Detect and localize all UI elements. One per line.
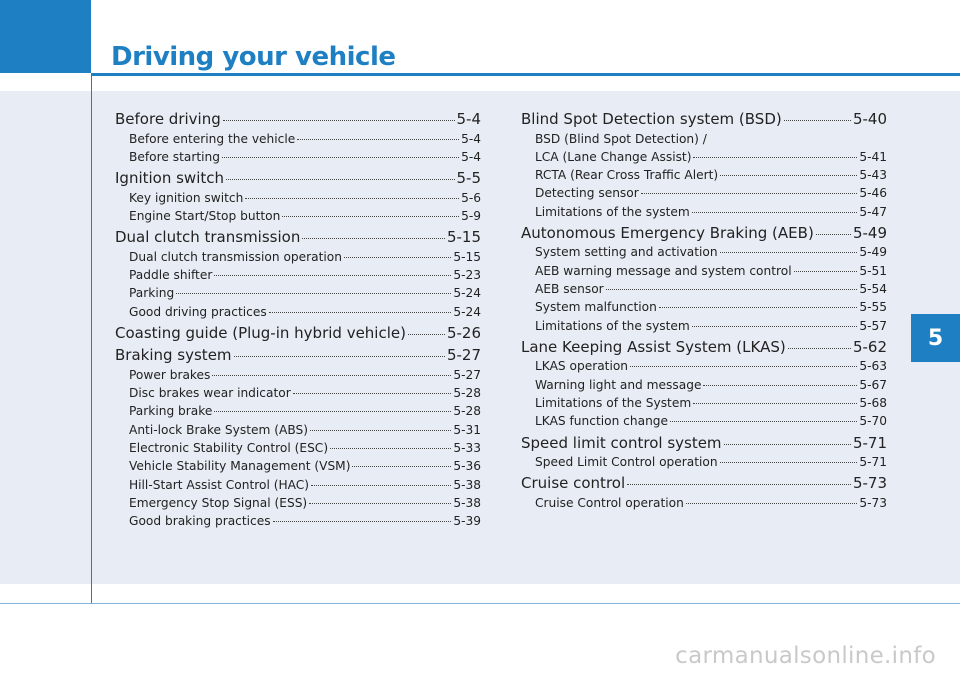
toc-section [115, 323, 481, 344]
toc-subsection-entry[interactable] [115, 284, 481, 302]
toc-entry-label: Lane Keeping Assist System (LKAS) [521, 337, 786, 356]
toc-page-number: 5-40 [852, 110, 887, 128]
toc-subsection-entry[interactable] [115, 476, 481, 494]
toc-subsection-entry[interactable] [521, 243, 887, 261]
toc-entry-label: Ignition switch [115, 169, 225, 188]
dot-leader [686, 503, 858, 504]
toc-page-number: 5-23 [453, 267, 481, 282]
toc-entry-label: Key ignition switch [129, 190, 244, 205]
toc-page-number: 5-43 [859, 168, 887, 183]
toc-subsection-entry[interactable] [521, 317, 887, 335]
toc-page-number: 5-54 [859, 282, 887, 297]
toc-entry-label: Detecting sensor [535, 186, 639, 201]
toc-entry-label: LCA (Lane Change Assist) [535, 149, 692, 164]
toc-entry-label: Parking [129, 286, 175, 301]
toc-subsection-entry[interactable] [521, 412, 887, 430]
toc-entry-label: Cruise Control operation [535, 495, 684, 510]
corner-block [0, 0, 91, 73]
toc-page-number: 5-27 [446, 346, 481, 365]
toc-page-number: 5-55 [859, 300, 887, 315]
dot-leader [784, 120, 851, 121]
toc-section [115, 345, 481, 530]
toc-entry-label: Emergency Stop Signal (ESS) [129, 495, 308, 510]
toc-entry-label: Before starting [129, 149, 220, 164]
toc-subsection-entry[interactable] [521, 262, 887, 280]
toc-section [115, 227, 481, 321]
dot-leader [293, 393, 452, 394]
toc-page-number: 5-71 [859, 455, 887, 470]
dot-leader [606, 289, 858, 290]
toc-page-number: 5-49 [852, 223, 887, 242]
toc-section-entry[interactable] [115, 227, 481, 248]
dot-leader [310, 430, 451, 431]
toc-entry-label: Warning light and message [535, 377, 702, 392]
dot-leader [788, 348, 851, 349]
toc-entry-label: Electronic Stability Control (ESC) [129, 441, 329, 456]
dot-leader [659, 307, 857, 308]
dot-leader [330, 448, 451, 449]
dot-leader [692, 326, 858, 327]
dot-leader [720, 252, 858, 253]
toc-page-number: 5-47 [859, 204, 887, 219]
toc-subsection-entry[interactable] [521, 494, 887, 512]
dot-leader [816, 234, 851, 235]
footer-divider [0, 603, 960, 604]
dot-leader [670, 421, 857, 422]
toc-entry-label: Coasting guide (Plug-in hybrid vehicle) [115, 323, 406, 342]
toc-entry-label: Parking brake [129, 404, 213, 419]
toc-subsection-entry[interactable] [115, 421, 481, 439]
toc-page-number: 5-70 [859, 414, 887, 429]
toc-entry-label: Good driving practices [129, 304, 267, 319]
toc-entry-label: System malfunction [535, 300, 657, 315]
toc-entry-label: AEB warning message and system control [535, 263, 792, 278]
toc-section-entry[interactable] [521, 109, 887, 130]
dot-leader [693, 403, 857, 404]
dot-leader [222, 157, 459, 158]
toc-subsection-entry[interactable] [115, 189, 481, 207]
toc-page-number: 5-67 [859, 377, 887, 392]
toc-subsection-entry[interactable] [115, 248, 481, 266]
dot-leader [724, 444, 851, 445]
toc-page-number: 5-39 [453, 514, 481, 529]
toc-entry-label: Before driving [115, 110, 221, 128]
dot-leader [344, 257, 451, 258]
toc-entry-label: Cruise control [521, 474, 626, 493]
toc-subsection-entry[interactable] [521, 166, 887, 184]
toc-section [521, 433, 887, 472]
toc-section-entry[interactable] [521, 433, 887, 454]
toc-entry-label: Limitations of the system [535, 318, 690, 333]
toc-section-entry[interactable] [115, 323, 481, 344]
toc-subsection-entry[interactable] [521, 357, 887, 375]
dot-leader [245, 198, 459, 199]
toc-page-number: 5-38 [453, 477, 481, 492]
toc-subsection-entry[interactable] [115, 402, 481, 420]
dot-leader [223, 120, 455, 121]
watermark: carmanualsonline.info [675, 643, 936, 669]
toc-entry-label: Engine Start/Stop button [129, 208, 281, 223]
toc-page-number: 5-73 [859, 495, 887, 510]
toc-entry-label: Paddle shifter [129, 267, 213, 282]
toc-subsection-entry[interactable] [115, 494, 481, 512]
toc-section [521, 337, 887, 431]
toc-entry-label: Speed Limit Control operation [535, 455, 718, 470]
dot-leader [214, 411, 451, 412]
toc-entry-label: Limitations of the system [535, 204, 690, 219]
dot-leader [352, 466, 451, 467]
toc-subsection-entry[interactable] [521, 376, 887, 394]
toc-subsection-entry[interactable] [521, 280, 887, 298]
dot-leader [297, 139, 459, 140]
dot-leader [630, 366, 857, 367]
toc-subsection-entry[interactable] [115, 457, 481, 475]
toc-column-left [115, 109, 481, 531]
toc-entry-label: Disc brakes wear indicator [129, 386, 291, 401]
toc-page-number: 5-33 [453, 441, 481, 456]
dot-leader [309, 503, 451, 504]
dot-leader [311, 485, 451, 486]
dot-leader [720, 462, 858, 463]
toc-page-number: 5-15 [446, 228, 481, 247]
toc-entry-label: Dual clutch transmission [115, 228, 301, 247]
toc-column-right [521, 109, 887, 512]
toc-page-number: 5-6 [461, 190, 481, 205]
toc-page-number: 5-68 [859, 396, 887, 411]
toc-page-number: 5-49 [859, 245, 887, 260]
toc-section-entry[interactable] [521, 223, 887, 244]
toc-section-entry[interactable] [521, 473, 887, 494]
dot-leader [269, 312, 452, 313]
toc-entry-label: LKAS operation [535, 359, 629, 374]
toc-subsection-entry[interactable] [115, 384, 481, 402]
toc-page-number: 5-24 [453, 304, 481, 319]
toc-page-number: 5-4 [456, 110, 481, 128]
toc-section-entry[interactable] [521, 337, 887, 358]
toc-subsection-entry[interactable] [115, 303, 481, 321]
page-title: Driving your vehicle [111, 42, 396, 72]
dot-leader [641, 193, 858, 194]
toc-subsection-entry[interactable] [521, 184, 887, 202]
toc-subsection-entry[interactable] [115, 512, 481, 530]
toc-page-number: 5-62 [852, 337, 887, 356]
toc-entry-label: Hill-Start Assist Control (HAC) [129, 477, 310, 492]
toc-page-number: 5-41 [859, 149, 887, 164]
dot-leader [282, 216, 459, 217]
dot-leader [214, 275, 451, 276]
toc-entry-label: Before entering the vehicle [129, 131, 296, 146]
toc-page-number: 5-28 [453, 404, 481, 419]
toc-subsection-line[interactable]: BSD (Blind Spot Detection) / [535, 131, 707, 146]
dot-leader [627, 484, 851, 485]
dot-leader [692, 212, 858, 213]
toc-section [521, 109, 887, 221]
toc-entry-label: Vehicle Stability Management (VSM) [129, 459, 351, 474]
toc-page-number: 5-63 [859, 359, 887, 374]
toc-subsection-entry[interactable] [521, 203, 887, 221]
toc-entry-label: AEB sensor [535, 282, 604, 297]
toc-page-number: 5-57 [859, 318, 887, 333]
toc-entry-label: System setting and activation [535, 245, 718, 260]
toc-page-number: 5-46 [859, 186, 887, 201]
toc-page-number: 5-31 [453, 422, 481, 437]
toc-entry-label: Limitations of the System [535, 396, 692, 411]
toc-page-number: 5-24 [453, 286, 481, 301]
dot-leader [176, 293, 451, 294]
toc-entry-label: Autonomous Emergency Braking (AEB) [521, 223, 814, 242]
toc-page-number: 5-4 [461, 149, 481, 164]
toc-entry-label: RCTA (Rear Cross Traffic Alert) [535, 168, 719, 183]
toc-subsection-entry[interactable] [115, 148, 481, 166]
chapter-tab[interactable]: 5 [911, 314, 960, 362]
left-margin-rule [91, 76, 92, 604]
toc-subsection-entry[interactable] [115, 439, 481, 457]
toc-page-number: 5-38 [453, 495, 481, 510]
dot-leader [720, 175, 857, 176]
toc-section [115, 168, 481, 225]
dot-leader [703, 385, 857, 386]
toc-entry-label: Good braking practices [129, 514, 271, 529]
toc-section-entry[interactable] [115, 345, 481, 366]
dot-leader [234, 356, 445, 357]
toc-page-number: 5-4 [461, 131, 481, 146]
dot-leader [226, 179, 454, 180]
toc-page-number: 5-15 [453, 249, 481, 264]
toc-section [521, 473, 887, 512]
toc-entry-label: Dual clutch transmission operation [129, 249, 342, 264]
toc-page-number: 5-71 [852, 433, 887, 452]
toc-section [115, 109, 481, 166]
toc-subsection-entry[interactable] [521, 394, 887, 412]
toc-subsection-entry[interactable] [115, 366, 481, 384]
toc-page-number: 5-36 [453, 459, 481, 474]
toc-section [521, 223, 887, 335]
toc-page-number: 5-5 [456, 169, 481, 188]
toc-entry-label: Blind Spot Detection system (BSD) [521, 110, 782, 128]
toc-page-number: 5-73 [852, 474, 887, 493]
toc-section-entry[interactable] [115, 168, 481, 189]
toc-subsection-entry[interactable] [521, 298, 887, 316]
toc-entry-label: Power brakes [129, 367, 211, 382]
dot-leader [794, 271, 858, 272]
toc-subsection-entry[interactable] [521, 148, 887, 166]
dot-leader [408, 334, 445, 335]
dot-leader [273, 521, 452, 522]
dot-leader [302, 238, 445, 239]
toc-subsection-entry[interactable] [115, 266, 481, 284]
toc-page-number: 5-28 [453, 386, 481, 401]
toc-subsection-entry[interactable] [115, 207, 481, 225]
toc-page-number: 5-26 [446, 323, 481, 342]
dot-leader [693, 157, 857, 158]
toc-entry-label: LKAS function change [535, 414, 669, 429]
header-divider [91, 73, 960, 76]
toc-entry-label: Speed limit control system [521, 433, 722, 452]
toc-page-number: 5-9 [461, 208, 481, 223]
toc-page-number: 5-27 [453, 367, 481, 382]
dot-leader [212, 375, 451, 376]
toc-page-number: 5-51 [859, 263, 887, 278]
toc-subsection-entry[interactable] [521, 453, 887, 471]
toc-entry-label: Anti-lock Brake System (ABS) [129, 422, 308, 437]
toc-section-entry[interactable] [115, 109, 481, 130]
toc-subsection-entry[interactable] [115, 130, 481, 148]
toc-entry-label: Braking system [115, 346, 232, 365]
